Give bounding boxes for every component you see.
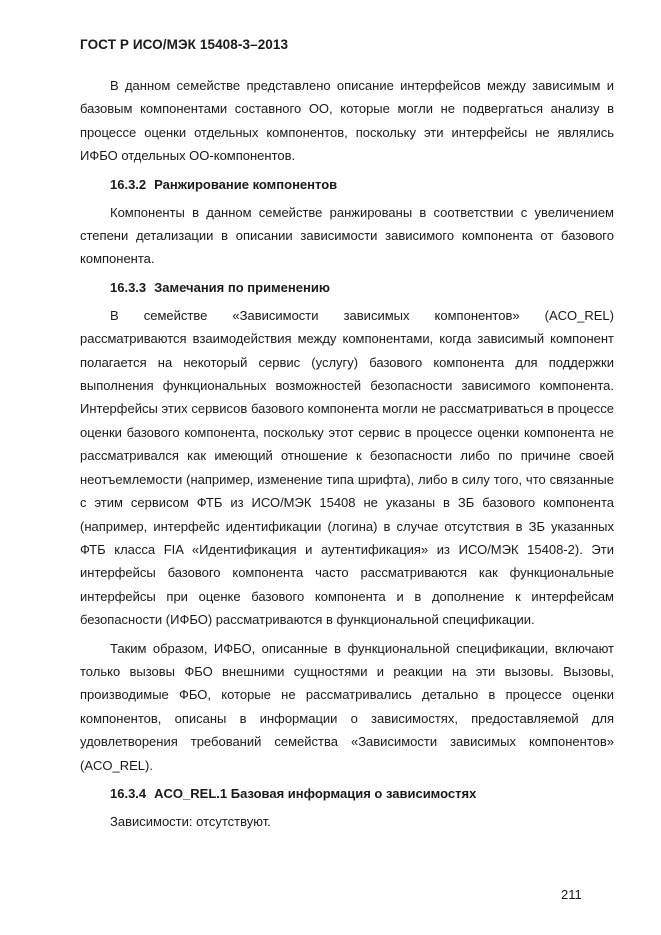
section-number: 16.3.4 [110, 785, 147, 801]
paragraph-dependencies: Зависимости: отсутствуют. [110, 813, 271, 829]
paragraph-interfaces-description: В данном семействе представлено описание интерфейсов между зависимым и базовым компонентами составного ОО, которые могли не подвергаться анализу в процессе оценки отдельных компонентов, поскольку эти интерфейсы не являлись ИФБО отдельных ОО-компонентов. [80, 78, 614, 164]
section-heading-16-3-4 [80, 782, 614, 806]
section-title: Замечания по применению [154, 279, 330, 295]
paragraph-ranking: Компоненты в данном семействе ранжированы в соответствии с увеличением степени детализации в описании зависимости зависимого компонента от базового компонента. [80, 204, 614, 267]
section-number: 16.3.3 [110, 279, 147, 295]
section-title: Ранжирование компонентов [154, 176, 338, 192]
section-title: ACO_REL.1 Базовая информация о зависимостях [154, 785, 477, 801]
section-heading-16-3-3 [80, 276, 614, 300]
document-header: ГОСТ Р ИСО/МЭК 15408-3–2013 [80, 37, 289, 52]
paragraph-application-notes: В семействе «Зависимости зависимых компонентов» (ACO_REL) рассматриваются взаимодействия между компонентами, когда зависимый компонент полагается на некоторый сервис (услугу) базового компонента для поддержки выполнения функциональных возможностей безопасности зависимого компонента. Интерфейсы этих сервисов базового компонента могли не рассматриваться в процессе оценки базового компонента, поскольку этот сервис в процессе оценки компонента не рассматривался как имеющий отношение к безопасности либо по причине своей неотъемлемости (например, изменение типа шрифта), либо в силу того, что связанные с этим сервисом ФТБ из ИСО/МЭК 15408 не указаны в ЗБ базового компонента (например, интерфейс идентификации (логина) в случае отсутствия в ЗБ указанных ФТБ класса FIA «Идентификация и аутентификация» из ИСО/МЭК 15408-2). Эти интерфейсы базового компонента часто рассматриваются как функциональные интерфейсы при оценке базового компонента и в дополнение к интерфейсам безопасности (ИФБО) рассматриваются в функциональной спецификации. [80, 307, 614, 628]
section-heading-16-3-2 [80, 173, 614, 197]
page-number: 211 [561, 887, 582, 902]
paragraph-tsfi-summary: Таким образом, ИФБО, описанные в функциональной спецификации, включают только вызовы ФБО внешними сущностями и реакции на эти вызовы. Вызовы, производимые ФБО, которые не рассматривались детально в процессе оценки компонентов, описаны в информации о зависимостях, предоставляемой для удовлетворения требований семейства «Зависимости зависимых компонентов» (ACO_REL). [80, 640, 614, 773]
document-body [80, 74, 614, 838]
section-number: 16.3.2 [110, 176, 147, 192]
